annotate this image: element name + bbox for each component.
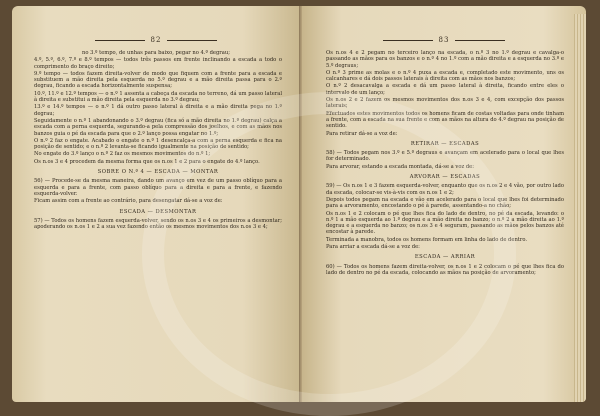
paragraph-59: Terminada a manobra, todos os homens formam em linha do lado de dentro. xyxy=(326,236,528,243)
section-heading-montar: SOBRE O N.º 4 — ESCADA — MONTAR xyxy=(97,169,219,176)
paragraph: 4.º, 5.º, 6.º, 7.º e 8.º tempos — todos três passos em frente inclinando a escada a todo o comprimento do braço direito; xyxy=(34,57,282,70)
paragraph-56b: Ficam assim com a frente ao contrário, para desengatar dá-se a voz de: xyxy=(34,198,223,205)
left-page-number: 82 xyxy=(150,36,162,44)
paragraph-57: 57) — Todos os homens fazem esquerda-volver, sendo os n.os 3 e 4 os primeiros a desmontar; apoderando os n.os 1 e 2 a sua vez fazendo então os mesmos movimentos dos n.os 3 e 4; xyxy=(34,217,282,231)
paragraph: Seguidamente o n.º 1 abandonando o 3.º degrau (fica só a mão direita no 1.º degrau) calça a escada com a perna esquerda, segurando-a pela compressão dos joelhos, e com as mãos nos banzos guia o pé da escada para que o 2.º lanço possa engatar no 1.º; xyxy=(34,117,282,137)
paragraph: 10.º, 11.º e 12.º tempos — o n.º 1 assenta a cabeça da escada no terreno, dá um passo lateral à direita e substitui a mão direita pela esquerda no 3.º degrau; xyxy=(34,90,282,104)
paragraph-59: Para arriar a escada dá-se a voz de: xyxy=(326,244,420,251)
paragraph-59: Depois todos pegam na escada e vão em acelerado para o local que lhes foi determinado para a arvoramento, encostando o pé à parede, assentando-a no chão; xyxy=(326,196,564,210)
right-page xyxy=(302,6,586,402)
paragraph-58: 58) — Todos pegam nos 3.º e 5.º degraus e avançam em acelerado para o local que lhes for determinado. xyxy=(326,150,564,163)
paragraph: Efectuados estes movimentos todos os homens ficam de costas voltadas para onde tinham a frente, com a escada na sua frente e com as mãos na altura do 4.º degrau na posição de sentido. xyxy=(326,110,564,130)
left-page xyxy=(12,6,300,402)
paragraph: no 3.º tempo, de unhas para baixo, pegar no 4.º degrau; xyxy=(82,50,230,56)
paragraph: 13.º e 14.º tempos — o n.º 1 dá outro passo lateral à direita e a mão direita pega no 1.º degrau; xyxy=(34,104,282,117)
left-page-header xyxy=(12,36,300,44)
paragraph: Para retirar dá-se a voz de: xyxy=(326,130,398,137)
paragraph: Os n.os 3 e 4 procedem da mesma forma que os n.os 1 e 2 para o engate do 4.º lanço. xyxy=(34,158,260,165)
section-heading-retirar: RETIRAR — ESCADAS xyxy=(410,140,480,147)
paragraph-58b: Para arvorar, estando a escada montada, dá-se a voz de: xyxy=(326,163,474,170)
paragraph: 9.º tempo — todos fazem direita-volver de modo que fiquem com a frente para a escada e substituem a mão direita pela esquerda no 5.º degrau e a mão direita passa para o 2.º degrau, ficando a escada horizontalmente suspensa; xyxy=(34,70,282,90)
section-heading-arriar: ESCADA — ARRIAR xyxy=(414,254,476,261)
right-page-header xyxy=(302,36,586,44)
paragraph-56: 56) — Procede-se da mesma maneira, dando um avanço em vez de um passo oblíquo para a esquerda e para a frente, com passo oblíquo para a direita e para a frente, e fazendo esquerda-volver. xyxy=(34,178,282,197)
paragraph: No engate do 3.º lanço o n.º 2 faz os mesmos movimentos do n.º 1; xyxy=(34,151,211,158)
paragraph: O n.º 2 desacavalga a escada e dá um passo lateral à direita, ficando entre eles o intervalo de um lanço; xyxy=(326,83,564,96)
page-edges xyxy=(574,14,586,402)
left-page-text xyxy=(34,50,282,231)
right-page-text xyxy=(326,50,564,277)
paragraph-59: 59) — Os n.os 1 e 3 fazem esquerda-volver, enquanto que os n.os 2 e 4 vão, por outro lado da escada, colocar-se vis-à-vis com os n.os 1 e 2; xyxy=(326,183,564,196)
section-heading-desmontar: ESCADA — DESMONTAR xyxy=(119,208,197,215)
paragraph: Os n.os 4 e 2 pegam no terceiro lanço na escada, o n.º 3 no 1.º degrau e cavalga-o passando as mãos para os banzos e o n.º 4 no 1.º com a mão direita e a esquerda no 3.º e 5.º degraus; xyxy=(326,50,564,69)
paragraph: O n.º 2 faz o engate. Acabado o engate o n.º 1 desencalça-a com a perna esquerda e fica na posição de sentido; e o n.º 2 levanta-se ficando igualmente na posição de sentido; xyxy=(34,137,282,151)
paragraph: O n.º 3 prime as molas e o n.º 4 puxa a escada e, completado este movimento, uns os calcanhares e dá dois passos laterais à direita com as mãos nos banzos; xyxy=(326,69,564,83)
right-page-number: 83 xyxy=(438,36,450,44)
open-book xyxy=(2,2,598,408)
section-heading-arvorar: ARVORAR — ESCADAS xyxy=(409,174,481,181)
paragraph-60: 60) — Todos os homens fazem direita-volver, os n.os 1 e 2 colocam o pé que lhes fica do lado de dentro no pé da escada, colocando as mãos na posição de arvoramento; xyxy=(326,263,564,276)
paragraph-59: Os n.os 1 e 2 colocam o pé que lhes fica do lado de dentro, no pé da escada, levando: o n.º 1 a mão esquerda ao 1.º degrau e a mão direita no banzo; o n.º 2 a mão direita ao 1.º degrau e a esquerda no banzo; os n.os 3 e 4 seguram, passando as mãos pelos banzos até encostar à parede. xyxy=(326,210,564,236)
paragraph: Os n.os 2 e 2 fazem os mesmos movimentos dos n.os 3 e 4, com excepção dos passos laterais; xyxy=(326,97,564,110)
